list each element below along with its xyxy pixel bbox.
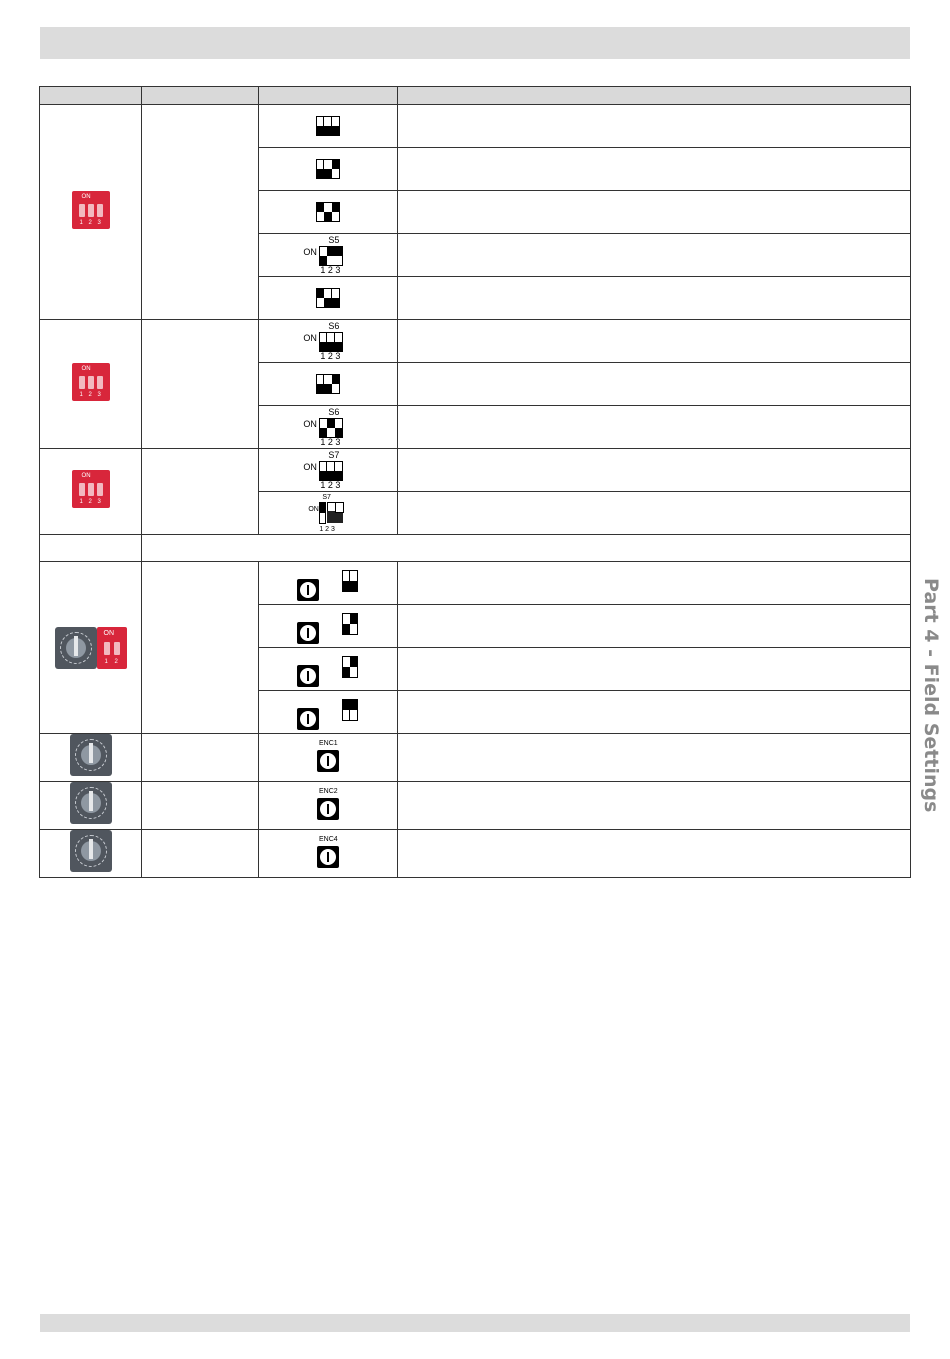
dip-number: 2 — [114, 658, 118, 665]
dip-switch-photo — [72, 470, 110, 508]
setting-cell — [259, 148, 398, 191]
table-row — [40, 562, 911, 605]
dip-pattern-icon — [316, 374, 340, 394]
rotary-icon — [317, 846, 339, 868]
description-cell — [398, 782, 911, 830]
table-row — [40, 105, 911, 148]
description-cell — [398, 105, 911, 148]
dip-pattern-icon — [316, 116, 340, 136]
dip-pattern-icon — [303, 452, 353, 488]
setting-cell — [259, 105, 398, 148]
dip-switch-photo — [97, 627, 127, 669]
dip-number: 3 — [97, 499, 101, 505]
setting-cell — [259, 562, 398, 605]
dip-pattern-icon — [342, 656, 358, 678]
rotary-switch-photo — [70, 734, 112, 776]
switch-photo-cell — [40, 734, 142, 782]
table-header-row — [40, 87, 911, 105]
dip-number: 1 — [104, 658, 108, 665]
setting-cell — [259, 605, 398, 648]
dip-on-label: ON — [81, 473, 91, 479]
rotary-icon — [297, 622, 319, 644]
merged-note-cell — [142, 535, 911, 562]
on-label: ON — [303, 247, 317, 257]
description-cell — [398, 492, 911, 535]
description-cell — [398, 449, 911, 492]
description-cell — [398, 234, 911, 277]
table-row — [40, 734, 911, 782]
table-row — [40, 830, 911, 878]
description-cell — [398, 691, 911, 734]
setting-cell — [259, 734, 398, 782]
dip-pattern-icon — [342, 699, 358, 721]
switch-numbers: 1 2 3 — [320, 480, 341, 490]
dip-pattern-icon — [308, 493, 348, 533]
description-cell — [398, 191, 911, 234]
dip-number: 2 — [88, 391, 92, 398]
dip-number: 3 — [97, 391, 101, 398]
name-cell — [142, 449, 259, 535]
switch-numbers: 1 2 3 — [320, 437, 341, 447]
switch-photo-cell — [40, 562, 142, 734]
encoder-label: ENC4 — [318, 835, 338, 843]
switch-name-label: S5 — [328, 235, 340, 245]
encoder-label: ENC1 — [318, 739, 338, 747]
switch-photo-cell — [40, 320, 142, 449]
rotary-switch-photo — [70, 830, 112, 872]
dip-on-label: ON — [103, 629, 115, 637]
setting-cell — [259, 648, 398, 691]
rotary-icon — [317, 798, 339, 820]
description-cell — [398, 406, 911, 449]
switch-name-label: S7 — [328, 450, 340, 460]
field-settings-table — [39, 86, 911, 878]
dip-pattern-icon — [342, 613, 358, 635]
table-row — [40, 320, 911, 363]
dip-number: 2 — [88, 219, 92, 226]
name-cell — [142, 782, 259, 830]
table-row — [40, 535, 911, 562]
setting-cell — [259, 782, 398, 830]
description-cell — [398, 277, 911, 320]
on-label: ON — [303, 419, 317, 429]
description-cell — [398, 734, 911, 782]
table-row — [40, 449, 911, 492]
switch-name-label: S7 — [322, 494, 331, 501]
switch-photo-cell — [40, 830, 142, 878]
setting-cell — [259, 691, 398, 734]
on-label: ON — [308, 506, 319, 513]
dip-number: 1 — [79, 499, 83, 505]
dip-pattern-icon — [303, 323, 353, 359]
dip-pattern-icon — [316, 159, 340, 179]
rotary-icon — [297, 708, 319, 730]
description-cell — [398, 363, 911, 406]
switch-photo-cell — [40, 449, 142, 535]
setting-cell — [259, 830, 398, 878]
switch-numbers: 1 2 3 — [320, 351, 341, 361]
name-cell — [142, 105, 259, 320]
switch-photo-cell — [40, 782, 142, 830]
dip-number: 2 — [88, 499, 92, 505]
rotary-icon — [297, 665, 319, 687]
switch-numbers: 1 2 3 — [319, 526, 335, 533]
col-header-setting — [259, 87, 398, 105]
switch-name-label: S6 — [328, 407, 340, 417]
description-cell — [398, 562, 911, 605]
on-label: ON — [303, 462, 317, 472]
setting-cell — [259, 320, 398, 363]
description-cell — [398, 648, 911, 691]
col-header-name — [142, 87, 259, 105]
dip-switch-photo — [72, 363, 110, 401]
switch-name-label: S6 — [328, 321, 340, 331]
rotary-icon — [297, 579, 319, 601]
switch-numbers: 1 2 3 — [320, 265, 341, 275]
description-cell — [398, 830, 911, 878]
description-cell — [398, 605, 911, 648]
dip-number: 3 — [97, 219, 101, 226]
name-cell — [142, 734, 259, 782]
section-tab-label: Part 4 - Field Settings — [920, 578, 942, 813]
setting-cell — [259, 191, 398, 234]
description-cell — [398, 320, 911, 363]
rotary-switch-photo — [70, 782, 112, 824]
rotary-switch-photo — [55, 627, 97, 669]
setting-cell — [259, 449, 398, 492]
setting-cell — [259, 363, 398, 406]
dip-on-label: ON — [81, 193, 91, 200]
dip-number: 1 — [79, 391, 83, 398]
dip-pattern-icon — [342, 570, 358, 592]
description-cell — [398, 148, 911, 191]
setting-cell — [259, 234, 398, 277]
dip-pattern-icon — [316, 288, 340, 308]
name-cell — [142, 320, 259, 449]
setting-cell — [259, 406, 398, 449]
col-header-switch — [40, 87, 142, 105]
name-cell — [142, 562, 259, 734]
dip-pattern-icon — [303, 409, 353, 445]
rotary-icon — [317, 750, 339, 772]
dip-switch-photo — [72, 191, 110, 229]
switch-photo-cell — [40, 535, 142, 562]
col-header-description — [398, 87, 911, 105]
table-row — [40, 782, 911, 830]
dip-on-label: ON — [81, 365, 91, 372]
switch-photo-cell — [40, 105, 142, 320]
section-tab — [918, 570, 944, 813]
setting-cell — [259, 492, 398, 535]
header-band — [40, 27, 910, 59]
encoder-label: ENC2 — [318, 787, 338, 795]
setting-cell — [259, 277, 398, 320]
footer-band — [40, 1314, 910, 1332]
name-cell — [142, 830, 259, 878]
on-label: ON — [303, 333, 317, 343]
dip-pattern-icon — [303, 237, 353, 273]
dip-pattern-icon — [316, 202, 340, 222]
dip-number: 1 — [79, 219, 83, 226]
